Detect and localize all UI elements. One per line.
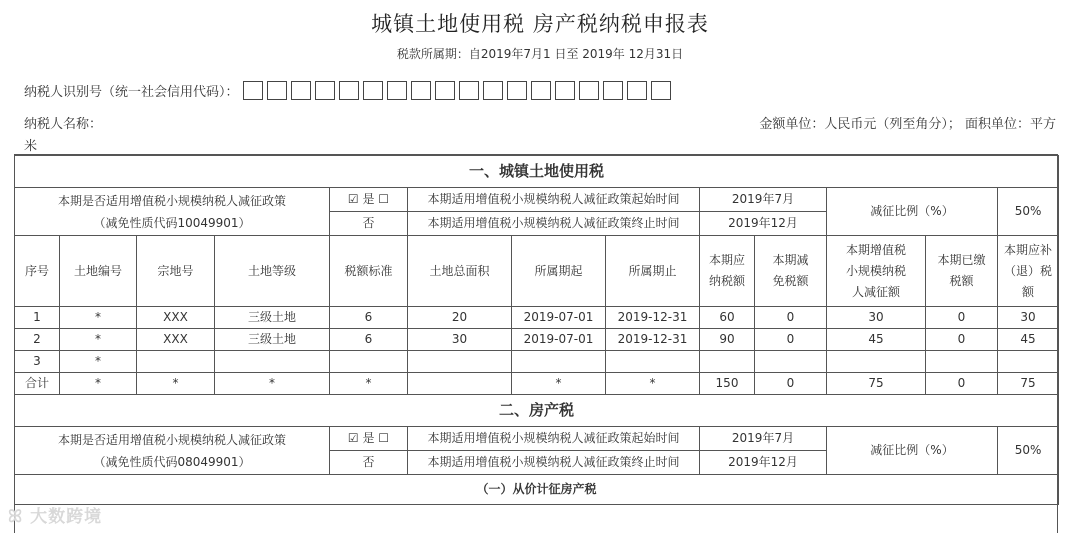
- taxpayer-id-box[interactable]: [435, 81, 455, 100]
- section2-end-label: 本期适用增值税小规模纳税人减征政策终止时间: [408, 451, 700, 475]
- cell-seq: 3: [15, 351, 60, 373]
- cell-vat-reduction: 75: [827, 373, 926, 395]
- total-row: [15, 373, 1059, 395]
- cell-land-grade: [215, 351, 330, 373]
- section2-title: 二、房产税: [15, 395, 1059, 427]
- header-period-start: 所属期起: [512, 236, 606, 307]
- cell-period-end: 2019-12-31: [606, 329, 700, 351]
- section2-policy-question: 本期是否适用增值税小规模纳税人减征政策 （减免性质代码08049901）: [15, 427, 330, 475]
- header-seq: 序号: [15, 236, 60, 307]
- cell-refund: 75: [998, 373, 1059, 395]
- watermark-logo: ꕤ 大数跨境: [8, 507, 103, 527]
- taxpayer-id-box[interactable]: [291, 81, 311, 100]
- taxpayer-id-box[interactable]: [267, 81, 287, 100]
- section2-start-value: 2019年7月: [700, 427, 827, 451]
- header-area: 土地总面积: [408, 236, 512, 307]
- taxpayer-id-box[interactable]: [459, 81, 479, 100]
- cell-period-end: *: [606, 373, 700, 395]
- cell-parcel-no: XXX: [137, 307, 215, 329]
- cell-land-no: *: [60, 307, 137, 329]
- cell-vat-reduction: 45: [827, 329, 926, 351]
- cell-period-start: 2019-07-01: [512, 329, 606, 351]
- taxpayer-id-box[interactable]: [315, 81, 335, 100]
- cell-refund: [998, 351, 1059, 373]
- section2-yes-checkbox[interactable]: ☑ 是 ☐: [330, 427, 408, 451]
- cell-period-start: *: [512, 373, 606, 395]
- taxpayer-id-box[interactable]: [627, 81, 647, 100]
- cell-rate: 6: [330, 329, 408, 351]
- section1-header-row: [15, 236, 1059, 307]
- taxpayer-id-box[interactable]: [387, 81, 407, 100]
- taxpayer-id-box[interactable]: [531, 81, 551, 100]
- section2-start-label: 本期适用增值税小规模纳税人减征政策起始时间: [408, 427, 700, 451]
- header-tax-due: 本期应 纳税额: [700, 236, 755, 307]
- cell-area: 30: [408, 329, 512, 351]
- cell-tax-due: 90: [700, 329, 755, 351]
- cell-seq: 合计: [15, 373, 60, 395]
- cell-tax-reduced: [755, 351, 827, 373]
- cell-parcel-no: [137, 351, 215, 373]
- cell-rate: 6: [330, 307, 408, 329]
- cell-vat-reduction: [827, 351, 926, 373]
- taxpayer-id-box[interactable]: [651, 81, 671, 100]
- cell-period-start: [512, 351, 606, 373]
- cell-parcel-no: *: [137, 373, 215, 395]
- header-land-no: 土地编号: [60, 236, 137, 307]
- table-row: [15, 329, 1059, 351]
- section1-ratio-label: 减征比例（%）: [827, 188, 998, 236]
- cell-refund: 45: [998, 329, 1059, 351]
- taxpayer-id-box[interactable]: [483, 81, 503, 100]
- cell-tax-reduced: 0: [755, 307, 827, 329]
- cell-area: [408, 351, 512, 373]
- taxpayer-id-box[interactable]: [507, 81, 527, 100]
- cell-parcel-no: XXX: [137, 329, 215, 351]
- cell-tax-reduced: 0: [755, 329, 827, 351]
- section1-title: 一、城镇土地使用税: [15, 156, 1059, 188]
- header-vat-reduction: 本期增值税 小规模纳税 人减征额: [827, 236, 926, 307]
- section2-ratio-label: 减征比例（%）: [827, 427, 998, 475]
- cell-period-end: 2019-12-31: [606, 307, 700, 329]
- taxpayer-id-row: [24, 78, 675, 102]
- taxpayer-id-box[interactable]: [339, 81, 359, 100]
- taxpayer-id-box[interactable]: [363, 81, 383, 100]
- section2-end-value: 2019年12月: [700, 451, 827, 475]
- taxpayer-id-boxes: [243, 81, 675, 100]
- cell-rate: [330, 351, 408, 373]
- cell-land-grade: *: [215, 373, 330, 395]
- header-parcel-no: 宗地号: [137, 236, 215, 307]
- cell-period-start: 2019-07-01: [512, 307, 606, 329]
- header-paid: 本期已缴 税额: [926, 236, 998, 307]
- header-refund: 本期应补 （退）税 额: [998, 236, 1059, 307]
- units-note: 金额单位：人民币元（列至角分）； 面积单位：平方: [759, 117, 1056, 132]
- cell-seq: 1: [15, 307, 60, 329]
- table-row: [15, 351, 1059, 373]
- land-tax-table: [14, 155, 1059, 505]
- cell-vat-reduction: 30: [827, 307, 926, 329]
- cell-paid: 0: [926, 307, 998, 329]
- cell-seq: 2: [15, 329, 60, 351]
- cell-refund: 30: [998, 307, 1059, 329]
- taxpayer-id-box[interactable]: [579, 81, 599, 100]
- cell-tax-due: 60: [700, 307, 755, 329]
- form-title: 城镇土地使用税 房产税纳税申报表: [371, 12, 709, 36]
- cell-land-no: *: [60, 373, 137, 395]
- cell-area: [408, 373, 512, 395]
- cell-tax-reduced: 0: [755, 373, 827, 395]
- section1-no-label: 否: [330, 212, 408, 236]
- section1-end-value: 2019年12月: [700, 212, 827, 236]
- table-row: [15, 307, 1059, 329]
- taxpayer-name-label: 纳税人名称：: [24, 117, 103, 132]
- taxpayer-id-box[interactable]: [411, 81, 431, 100]
- cell-tax-due: [700, 351, 755, 373]
- cell-rate: *: [330, 373, 408, 395]
- section2-ratio-value: 50%: [998, 427, 1059, 475]
- cell-tax-due: 150: [700, 373, 755, 395]
- cell-paid: [926, 351, 998, 373]
- taxpayer-id-box[interactable]: [243, 81, 263, 100]
- taxpayer-id-box[interactable]: [555, 81, 575, 100]
- cell-area: 20: [408, 307, 512, 329]
- header-tax-reduced: 本期减 免税额: [755, 236, 827, 307]
- section1-start-value: 2019年7月: [700, 188, 827, 212]
- header-period-end: 所属期止: [606, 236, 700, 307]
- cell-period-end: [606, 351, 700, 373]
- watermark-icon: ꕤ: [8, 507, 24, 527]
- cell-paid: 0: [926, 373, 998, 395]
- cell-land-grade: 三级土地: [215, 307, 330, 329]
- header-land-grade: 土地等级: [215, 236, 330, 307]
- section1-yes-checkbox[interactable]: ☑ 是 ☐: [330, 188, 408, 212]
- section2-no-label: 否: [330, 451, 408, 475]
- section1-end-label: 本期适用增值税小规模纳税人减征政策终止时间: [408, 212, 700, 236]
- section2-subsection: （一）从价计征房产税: [15, 475, 1059, 505]
- cell-land-no: *: [60, 329, 137, 351]
- section1-ratio-value: 50%: [998, 188, 1059, 236]
- cell-paid: 0: [926, 329, 998, 351]
- header-rate: 税额标准: [330, 236, 408, 307]
- cell-land-no: *: [60, 351, 137, 373]
- taxpayer-id-label: 纳税人识别号（统一社会信用代码）：: [24, 84, 239, 100]
- taxpayer-id-box[interactable]: [603, 81, 623, 100]
- cell-land-grade: 三级土地: [215, 329, 330, 351]
- section1-policy-question: 本期是否适用增值税小规模纳税人减征政策 （减免性质代码10049901）: [15, 188, 330, 236]
- section1-start-label: 本期适用增值税小规模纳税人减征政策起始时间: [408, 188, 700, 212]
- tax-period: 税款所属期：自2019年7月1 日至 2019年 12月31日: [396, 47, 684, 61]
- units-note-wrap: 米: [24, 139, 38, 154]
